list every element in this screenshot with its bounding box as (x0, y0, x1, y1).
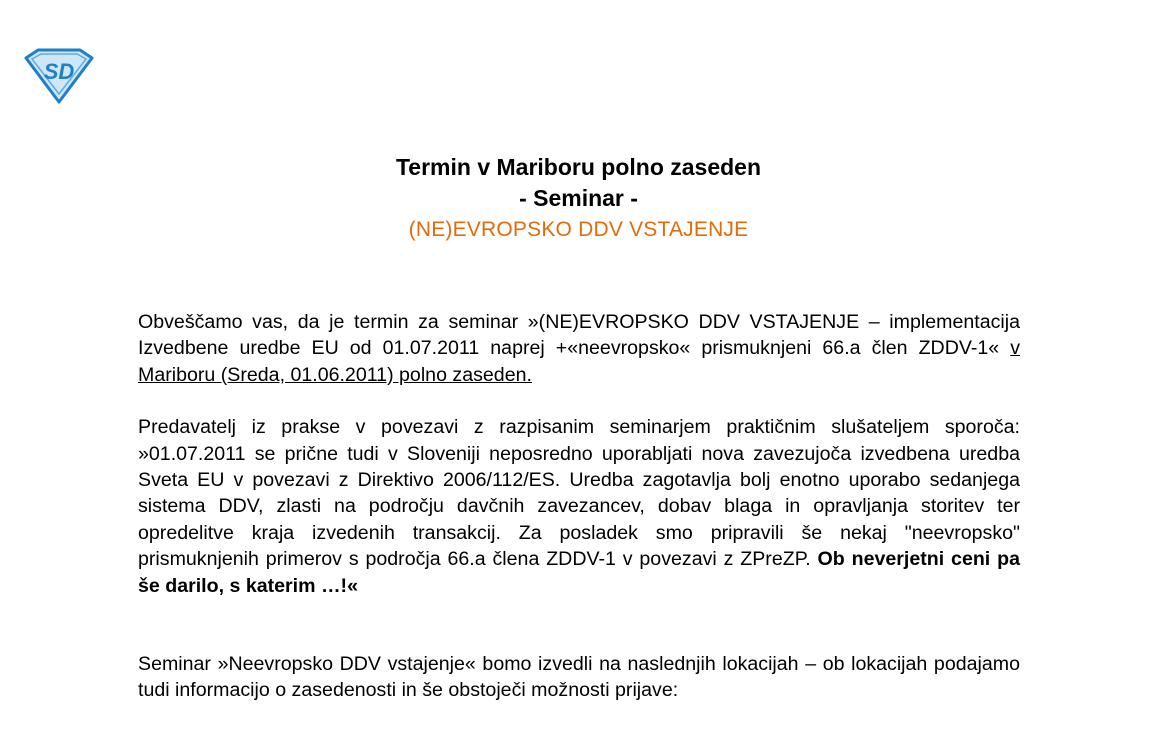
paragraph-1-underlined: v Mariboru (Sreda, 01.06.2011) polno zaseden. (138, 337, 1020, 386)
heading-line-2: - Seminar - (519, 185, 638, 211)
heading-line-3: (NE)EVROPSKO DDV VSTAJENJE (408, 218, 749, 241)
logo-text: SD (43, 59, 75, 84)
paragraph-2 (138, 414, 1020, 599)
paragraph-1 (138, 309, 1020, 388)
company-logo (22, 48, 96, 104)
paragraph-2-bold: Ob neverjetni ceni pa še darilo, s katerim …!« (138, 548, 1020, 597)
paragraph-2-text: Predavatelj iz prakse v povezavi z razpisanim seminarjem praktičnim slušateljem sporoča: »01.07.2011 se prične tudi v Sloveniji neposredno uporabljati nova zavezujoča izvedbena uredba Sveta EU v povezavi z Direktivo 2006/112/ES. Uredba zagotavlja bolj enotno uporabo sedanjega sistema DDV, zlasti na področju davčnih zavezancev, dobav blaga in opravljanja storitev ter opredelitve kraja izvedenih transakcij. Za posladek smo pripravili še nekaj "neevropsko" prismuknjenih primerov s področja 66.a člena ZDDV-1 v povezavi z ZPreZP. (138, 416, 1020, 571)
document-heading (0, 152, 1157, 245)
document-body (138, 309, 1020, 704)
sd-shield-logo-icon (22, 48, 96, 104)
heading-line-1: Termin v Mariboru polno zaseden (395, 154, 762, 180)
paragraph-3: Seminar »Neevropsko DDV vstajenje« bomo izvedli na naslednjih lokacijah – ob lokacijah podajamo tudi informacijo o zasedenosti in še obstoječi možnosti prijave: (138, 653, 1020, 702)
paragraph-1-text: Obveščamo vas, da je termin za seminar »(NE)EVROPSKO DDV VSTAJENJE – implementacija Izvedbene uredbe EU od 01.07.2011 naprej +«neevropsko« prismuknjeni 66.a člen ZDDV-1« (138, 311, 1020, 360)
